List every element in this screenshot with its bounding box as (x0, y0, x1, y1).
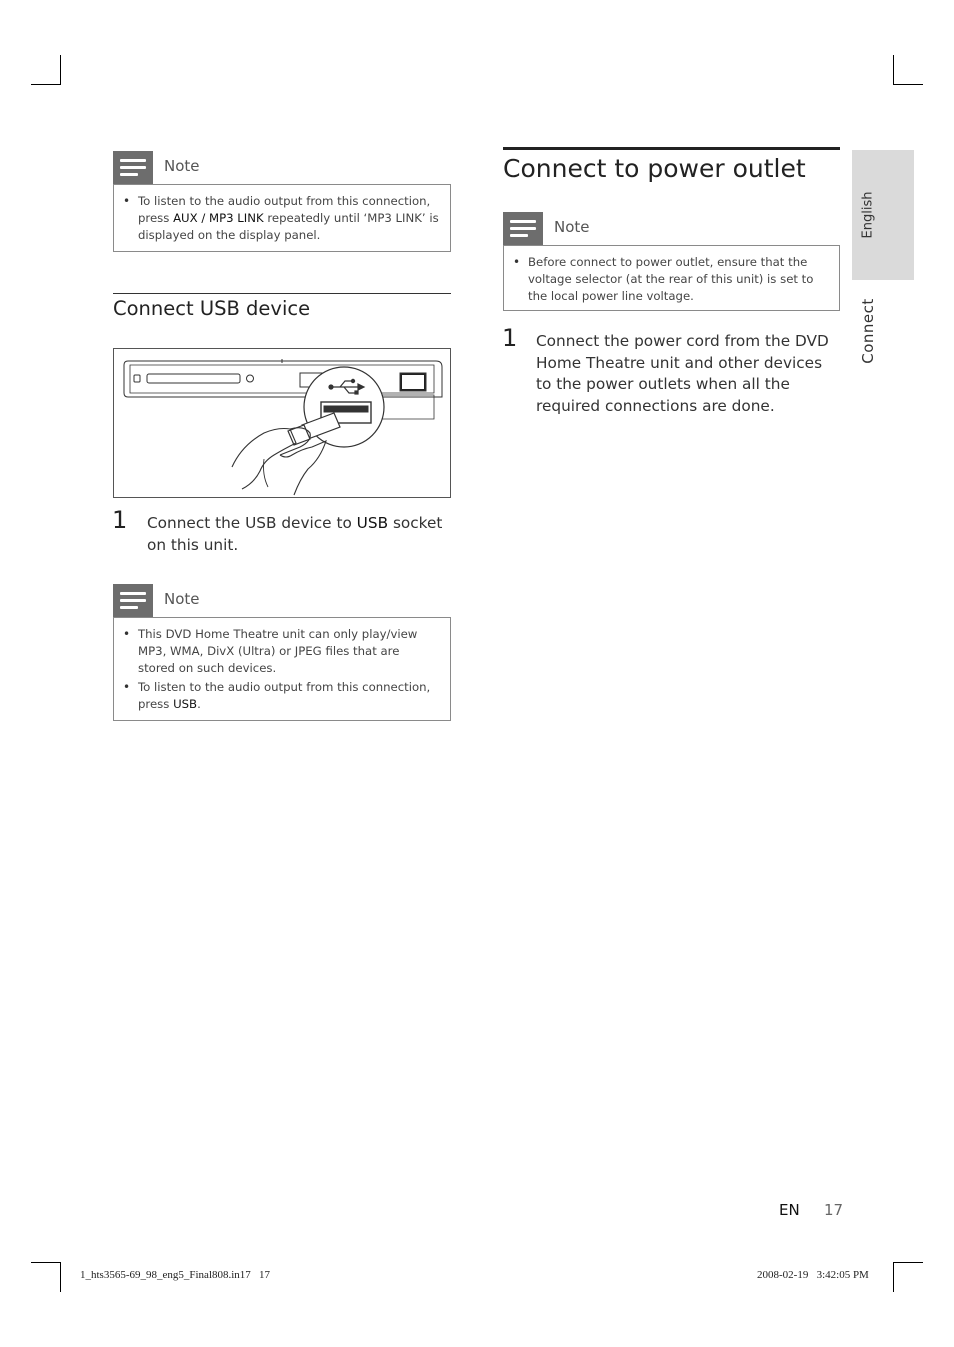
note-item: • To listen to the audio output from this connection, press USB. (138, 679, 440, 713)
note-label: Note (164, 590, 200, 608)
note-header (113, 584, 451, 618)
note-box (503, 245, 840, 311)
section-heading: Connect to power outlet (503, 154, 806, 183)
note-box (113, 617, 451, 721)
crop-mark (893, 1262, 923, 1263)
crop-mark (893, 1262, 894, 1292)
step-number: 1 (502, 324, 518, 352)
side-tab-language: English (860, 191, 876, 239)
print-timestamp: 2008-02-19 3:42:05 PM (757, 1269, 869, 1281)
note-header (503, 212, 840, 246)
key-label: USB (356, 514, 389, 532)
usb-illustration (113, 348, 451, 498)
section-rule (503, 147, 840, 150)
footer-lang: EN (779, 1201, 800, 1219)
key-label: AUX / MP3 LINK (173, 211, 264, 225)
note-box (113, 184, 451, 252)
print-file-info: 1_hts3565-69_98_eng5_Final808.in17 17 (80, 1269, 271, 1281)
step-text: Connect the USB device to USB socket on this unit. (147, 514, 443, 554)
section-heading: Connect USB device (113, 297, 311, 320)
usb-connection-drawing (114, 349, 450, 497)
page-number: 17 (824, 1201, 844, 1219)
note-icon (503, 212, 543, 246)
note-item: • To listen to the audio output from this connection, press AUX / MP3 LINK repeatedly until ‘MP3 LINK’ is displayed on the display panel. (138, 193, 440, 244)
side-tab-section: Connect (859, 298, 877, 364)
note-item: • This DVD Home Theatre unit can only play/view MP3, WMA, DivX (Ultra) or JPEG files that are stored on such devices. (138, 626, 440, 677)
crop-mark (31, 1262, 61, 1263)
note-label: Note (164, 157, 200, 175)
note-label: Note (554, 218, 590, 236)
note-header (113, 151, 451, 185)
section-rule (113, 293, 451, 294)
note-icon (113, 584, 153, 618)
note-icon (113, 151, 153, 185)
crop-mark (60, 55, 61, 85)
step-text: Connect the power cord from the DVD Home Theatre unit and other devices to the power outlets when all the required connections are done. (536, 332, 829, 415)
note-item: • Before connect to power outlet, ensure that the voltage selector (at the rear of this unit) is set to the local power line voltage. (528, 254, 829, 305)
step-number: 1 (112, 506, 128, 534)
crop-mark (31, 84, 61, 85)
crop-mark (893, 55, 894, 85)
key-label: USB (173, 697, 198, 711)
crop-mark (60, 1262, 61, 1292)
crop-mark (893, 84, 923, 85)
